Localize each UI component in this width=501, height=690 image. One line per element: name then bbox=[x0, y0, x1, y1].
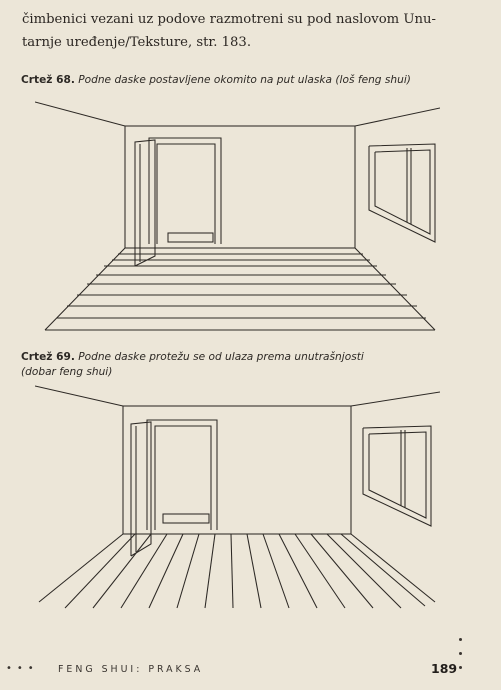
figure-68-text: Podne daske postavljene okomito na put ulaska (loš feng shui) bbox=[78, 74, 411, 86]
open-door-leaf bbox=[131, 422, 151, 556]
page-footer bbox=[0, 661, 501, 681]
running-title: FENG SHUI: PRAKSA bbox=[58, 664, 204, 675]
footer-ornament-dots: ••• bbox=[6, 663, 39, 674]
page-number: 189 bbox=[431, 661, 458, 676]
floor-board bbox=[205, 534, 215, 608]
figure-68-illustration bbox=[35, 98, 440, 338]
figure-69-label: Crtež 69. bbox=[21, 351, 75, 363]
ornament-dot bbox=[459, 638, 462, 641]
window-inner bbox=[375, 150, 430, 234]
figure-68-caption bbox=[21, 73, 461, 88]
floor-board bbox=[121, 534, 167, 608]
figure-69-illustration bbox=[35, 380, 440, 620]
floor-board bbox=[231, 534, 233, 608]
window-frame bbox=[363, 426, 431, 526]
door-frame-inner bbox=[157, 144, 215, 244]
room-drawing-69 bbox=[35, 380, 440, 620]
floor-board bbox=[93, 534, 151, 608]
figure-69-caption bbox=[21, 350, 441, 380]
window-frame bbox=[369, 144, 435, 242]
figure-68-label: Crtež 68. bbox=[21, 74, 75, 86]
figure-69-text-line-1: Podne daske protežu se od ulaza prema unutrašnjosti bbox=[78, 351, 364, 363]
floor-board bbox=[247, 534, 261, 608]
floor-board bbox=[177, 534, 199, 608]
ceiling-edge-right bbox=[355, 108, 440, 126]
door-threshold bbox=[168, 233, 213, 242]
ceiling-edge-left bbox=[35, 386, 123, 406]
intro-line-1: čimbenici vezani uz podove razmotreni su pod naslovom Unu- bbox=[22, 12, 436, 27]
figure-69-text-line-2: (dobar feng shui) bbox=[21, 366, 113, 378]
door-frame-outer bbox=[149, 138, 221, 244]
intro-paragraph bbox=[22, 8, 482, 54]
floor-board bbox=[149, 534, 183, 608]
floor-board bbox=[341, 534, 425, 606]
ornament-dot bbox=[459, 652, 462, 655]
open-door-leaf bbox=[135, 140, 155, 266]
floor-edge-right bbox=[351, 534, 435, 602]
room-drawing-68 bbox=[35, 98, 440, 338]
door-threshold bbox=[163, 514, 209, 523]
floor-board bbox=[65, 534, 135, 608]
window-inner bbox=[369, 432, 426, 518]
ceiling-edge-left bbox=[35, 102, 125, 126]
intro-line-2: tarnje uređenje/Teksture, str. 183. bbox=[22, 35, 252, 50]
back-wall bbox=[123, 406, 351, 534]
ceiling-edge-right bbox=[351, 392, 440, 406]
